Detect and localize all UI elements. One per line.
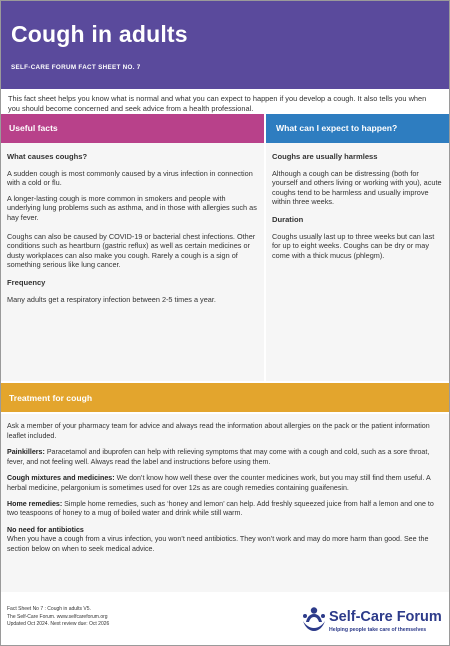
- mixtures-paragraph: [7, 474, 441, 493]
- expect-heading: What can I expect to happen?: [276, 123, 398, 133]
- antibiotics-paragraph: [7, 526, 441, 555]
- footer-line-3: Updated Oct 2024. Next review due: Oct 2026: [7, 621, 110, 628]
- painkillers-label: Painkillers:: [7, 447, 45, 456]
- footer-line-2: The Self-Care Forum. www.selfcareforum.org: [7, 613, 108, 620]
- intro-text: This fact sheet helps you know what is normal and what you can expect to happen if you develop a cough. It also tells you when you should become concerned and seek advice from a health professional.: [8, 94, 427, 114]
- frequency-paragraph: Many adults get a respiratory infection between 2-5 times a year.: [7, 294, 216, 304]
- home-remedies-paragraph: [7, 500, 441, 519]
- antibiotics-text: When you have a cough from a virus infection, you won’t need antibiotics. They won’t work and may do more harm than good. See the section below on when to seek medical advice.: [7, 535, 429, 554]
- people-hands-icon: [299, 605, 329, 635]
- painkillers-paragraph: [7, 448, 441, 467]
- causes-paragraph-3: Coughs can also be caused by COVID-19 or bacterial chest infections. Other conditions such as heartburn (gastric reflux) as well as certain medicines or dusty workplaces can also make you cough. Rarely a cough is a sign of something serious like lung cancer.: [7, 231, 256, 270]
- causes-paragraph-1: A sudden cough is most commonly caused by a virus infection in connection with a cold or flu.: [7, 168, 253, 188]
- treatment-bar: [1, 383, 449, 412]
- useful-facts-bar: [1, 114, 264, 143]
- frequency-heading: Frequency: [7, 277, 46, 287]
- harmless-heading: Coughs are usually harmless: [272, 152, 378, 161]
- expect-section: [266, 114, 449, 381]
- useful-facts-section: [1, 114, 264, 381]
- treatment-section: [1, 414, 449, 592]
- mixtures-label: Cough mixtures and medicines:: [7, 473, 115, 482]
- self-care-forum-logo: [299, 605, 444, 635]
- fact-sheet-subtitle: SELF-CARE FORUM FACT SHEET NO. 7: [11, 64, 141, 71]
- home-remedies-text: Simple home remedies, such as ‘honey and lemon’ can help. Add freshly squeezed juice from half a lemon and one to two teaspoons of honey to a mug of boiled water and drink while still warm.: [7, 499, 434, 518]
- footer: [1, 596, 449, 645]
- header-banner: [1, 1, 449, 89]
- home-remedies-label: Home remedies:: [7, 499, 63, 508]
- painkillers-text: Paracetamol and ibuprofen can help with relieving symptoms that may come with a cough and cold, such as a sore throat, fever, and not feeling well. Always read the label and instructions before using them.: [7, 447, 430, 466]
- expect-bar: [266, 114, 449, 143]
- logo-tagline: Helping people take care of themselves: [329, 627, 427, 633]
- treatment-intro: Ask a member of your pharmacy team for advice and always read the information about allergies on the pack or the patient information leaflet included.: [7, 422, 430, 440]
- duration-paragraph: Coughs usually last up to three weeks but can last for up to eight weeks. Coughs can be dry or may come with a thick mucus (phlegm).: [272, 231, 435, 260]
- duration-heading: Duration: [272, 214, 304, 224]
- treatment-body: [7, 422, 441, 561]
- causes-heading: What causes coughs?: [7, 152, 88, 161]
- footer-info: [7, 606, 109, 629]
- mixtures-text: We don’t know how well these over the counter medicines work, but you may still find them useful. A herbal medicine, pelargonium is sometimes used for over 12s as are cough remedies containing guaifenesin.: [7, 473, 431, 492]
- treatment-heading: Treatment for cough: [9, 393, 93, 403]
- footer-line-1: Fact Sheet No 7 : Cough in adults V5.: [7, 606, 91, 612]
- expect-body: [272, 152, 443, 266]
- useful-facts-heading: Useful facts: [9, 123, 58, 133]
- harmless-paragraph: Although a cough can be distressing (both for yourself and others living or working with you), acute coughs tend to be harmless and usually improve within three weeks.: [272, 168, 442, 207]
- useful-facts-body: [7, 152, 258, 310]
- antibiotics-label: No need for antibiotics: [7, 525, 84, 534]
- page-title: Cough in adults: [11, 21, 188, 47]
- causes-paragraph-2: A longer-lasting cough is more common in smokers and people with underlying lung problems such as asthma, and in those with allergies such as hay fever.: [7, 193, 257, 222]
- logo-name: Self-Care Forum: [329, 609, 442, 625]
